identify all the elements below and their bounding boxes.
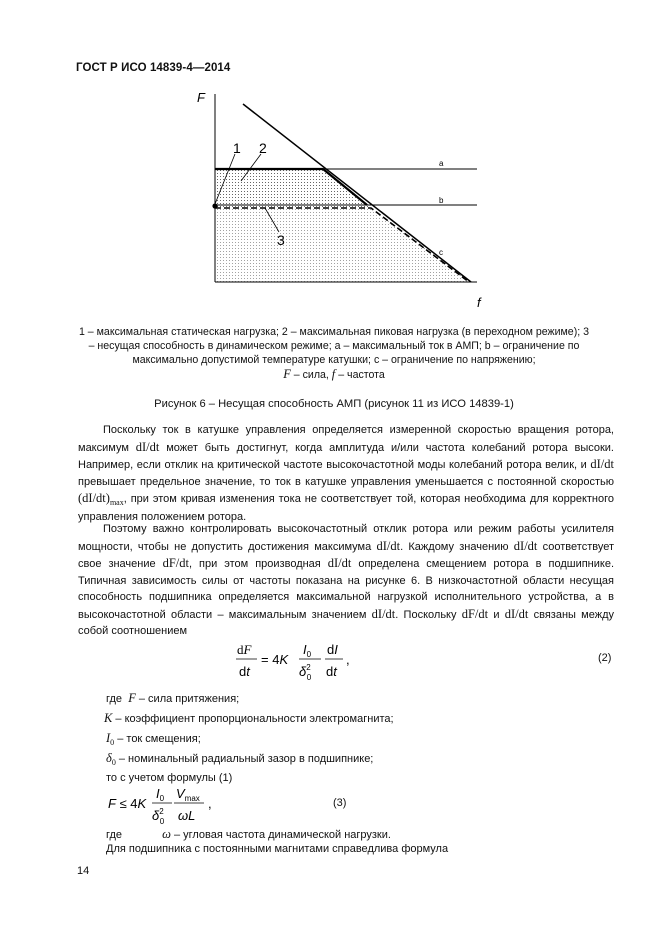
def-omega: где ω – угловая частота динамической нагрузки. (106, 827, 391, 841)
svg-text:,: , (346, 652, 350, 667)
label-c: c (439, 248, 443, 257)
marker-2: 2 (259, 140, 267, 156)
equation-2-number: (2) (598, 652, 612, 664)
page-number: 14 (77, 865, 90, 877)
marker-3: 3 (277, 232, 285, 248)
svg-text:I0: $I_0$ (303, 642, 312, 659)
legend-line: 1 – максимальная статическая нагрузка; 2 – максимальная пиковая нагрузка (в переходном режиме); 3 (78, 326, 590, 338)
marker-1: 1 (233, 140, 241, 156)
label-b: b (439, 196, 444, 205)
def-I0: $I_0$ – ток смещения; (106, 731, 201, 747)
svg-text:I0: $I_0$ (156, 786, 165, 803)
math-dIdt: dI/dt (590, 457, 614, 471)
paragraph-2: Поэтому важно контролировать высокочастотный отклик ротора или режим работы усилителя мощности, чтобы не допустить достижения максимума dI/dt. Каждому значению dI/dt соответствует свое значение dF/dt, при этом производная dI/dt определена смещением ротора в подшипнике. Типичная зависимость силы от частоты показана на рисунке 6. В низкочастотной области несущая способность подшипника определяется максимальной нагрузкой исполнительного устройства, а в высокочастотной области – максимальным значением dI/dt. Поскольку dF/dt и dI/dt связаны между собой соотношением (78, 523, 615, 637)
label-a: a (439, 159, 444, 168)
formula-ref: то с учетом формулы (1) (106, 772, 233, 784)
def-K: K – коэффициент пропорциональности электромагнита; (104, 711, 394, 725)
svg-text:δ20: $\delta^2$ 0 (299, 663, 312, 682)
def-F: где F – сила притяжения; (106, 691, 240, 705)
svg-text:dF: dF (237, 642, 252, 657)
last-line: Для подшипника с постоянными магнитами справедлива формула (106, 843, 449, 855)
svg-text:ωL: ωL (178, 808, 196, 823)
svg-text:Vmax: $V_{max}$ (176, 786, 200, 803)
svg-text:F ≤ 4K: F ≤ 4K (108, 796, 147, 811)
math-dIdt: dI/dt (135, 439, 160, 454)
definitions-list (106, 689, 394, 788)
figure-legend (78, 325, 590, 382)
paragraph-1: Поскольку ток в катушке управления определяется измеренной скоростью вращения ротора, максимум dI/dt может быть достигнут, когда амплитуда и/или частота колебаний ротора высоки. Например, если отклик на критической частоте высокочастотной моды колебаний ротора велик, и dI/dt превышает предельное значение, то ток в катушке управления уменьшается с постоянной скоростью $(dI/dt)_{max}$, при этом кривая изменения тока не соответствует той, которая необходима для корректного управления положением ротора. (78, 424, 614, 523)
svg-text:dt: dt (326, 664, 337, 679)
svg-text:dt: dt (239, 664, 250, 679)
equation-3-number: (3) (333, 797, 347, 809)
svg-text:δ20: $\delta^2$ 0 (152, 807, 165, 826)
math-dIdt-max: $(dI/dt)_{max}$ (78, 491, 124, 507)
svg-text:= 4K: = 4K (261, 652, 289, 667)
svg-text:dI: dI (327, 642, 338, 657)
document-header: ГОСТ Р ИСО 14839-4—2014 (76, 62, 231, 74)
y-axis-label: F (197, 90, 205, 105)
legend-symbols: F – сила, f – частота (283, 367, 385, 381)
def-delta0: $\delta_0$ – номинальный радиальный зазор в подшипнике; (106, 751, 374, 767)
legend-line: – несущая способность в динамическом режиме; a – максимальный ток в АМП; b – ограничение по (88, 340, 580, 352)
equation-2-formula (235, 638, 375, 690)
equation-3-formula (106, 782, 226, 832)
point-1 (212, 203, 217, 208)
x-axis-label: f (477, 295, 481, 310)
svg-text:,: , (208, 796, 212, 811)
figure-caption: Рисунок 6 – Несущая способность АМП (рисунок 11 из ИСО 14839-1) (154, 398, 514, 410)
dynamic-capacity-region (215, 208, 471, 282)
legend-line: максимально допустимой температуре катушки; c – ограничение по напряжению; (132, 354, 536, 366)
figure-6-diagram (195, 82, 495, 312)
